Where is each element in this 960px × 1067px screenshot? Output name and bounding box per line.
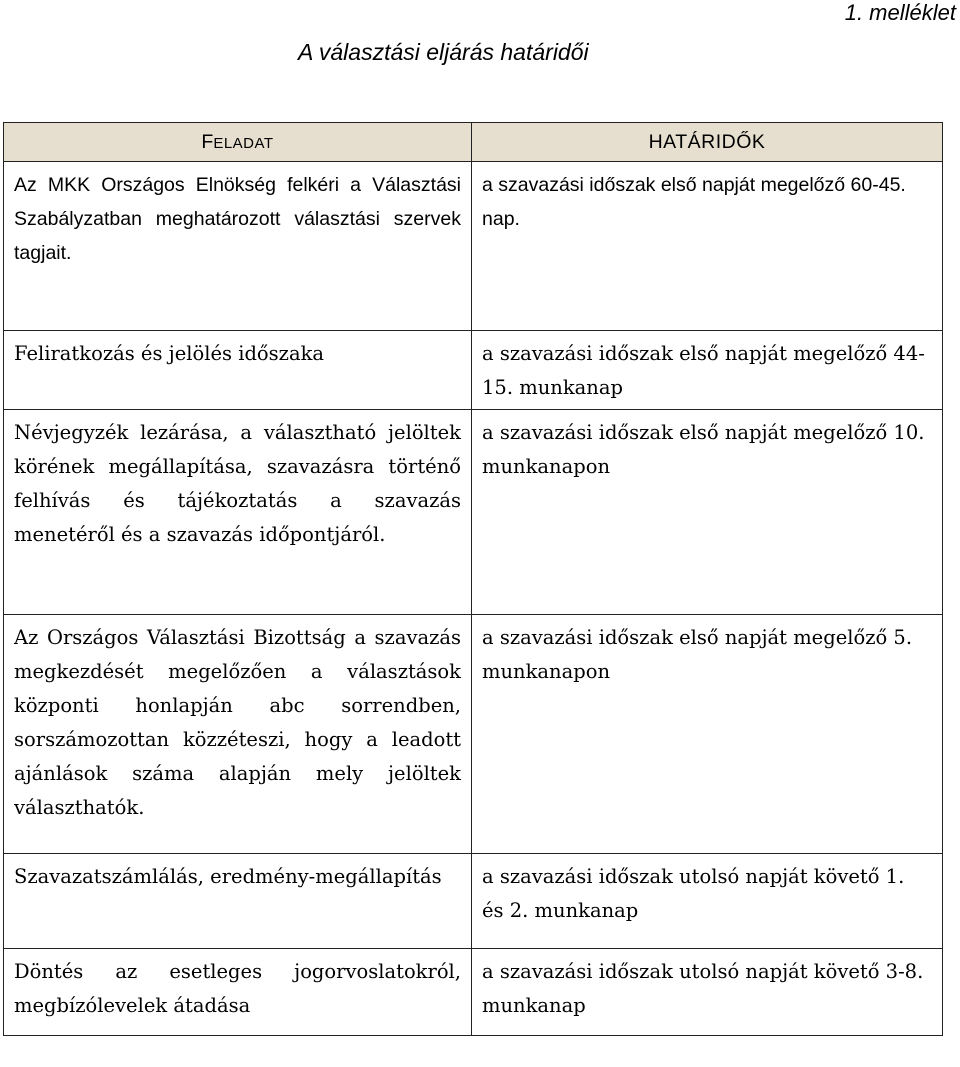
deadline-column-header: HATÁRIDŐK — [472, 123, 943, 162]
deadline-cell: a szavazási időszak első napját megelőző 44-15. munkanap — [472, 331, 943, 410]
task-header-initial: F — [201, 131, 214, 153]
deadline-cell: a szavazási időszak utolsó napját követő 3-8. munkanap — [472, 949, 943, 1036]
table-row — [4, 615, 943, 854]
deadline-cell: a szavazási időszak első napját megelőző 10. munkanapon — [472, 410, 943, 615]
document-title: A választási eljárás határidői — [298, 39, 589, 65]
table-row — [4, 854, 943, 949]
task-cell: Döntés az esetleges jogorvoslatokról, megbízólevelek átadása — [4, 949, 472, 1036]
deadlines-table — [3, 122, 943, 1036]
table-header-row — [4, 123, 943, 162]
annex-label: 1. melléklet — [844, 0, 956, 25]
task-cell: Az Országos Választási Bizottság a szavazás megkezdését megelőzően a választások központi honlapján abc sorrendben, sorszámozottan közzéteszi, hogy a leadott ajánlások száma alapján mely jelöltek választhatók. — [4, 615, 472, 854]
deadline-cell: a szavazási időszak első napját megelőző 60-45. nap. — [472, 162, 943, 331]
task-column-header — [4, 123, 472, 162]
deadline-cell: a szavazási időszak utolsó napját követő 1. és 2. munkanap — [472, 854, 943, 949]
deadline-cell: a szavazási időszak első napját megelőző 5. munkanapon — [472, 615, 943, 854]
table-row — [4, 331, 943, 410]
task-cell: Szavazatszámlálás, eredmény-megállapítás — [4, 854, 472, 949]
task-cell: Az MKK Országos Elnökség felkéri a Választási Szabályzatban meghatározott választási szervek tagjait. — [4, 162, 472, 331]
table-row — [4, 949, 943, 1036]
table-row — [4, 162, 943, 331]
task-cell: Feliratkozás és jelölés időszaka — [4, 331, 472, 410]
task-cell: Névjegyzék lezárása, a választható jelöltek körének megállapítása, szavazásra történő felhívás és tájékoztatás a szavazás menetéről és a szavazás időpontjáról. — [4, 410, 472, 615]
task-header-rest: ELADAT — [213, 135, 274, 152]
table-row — [4, 410, 943, 615]
